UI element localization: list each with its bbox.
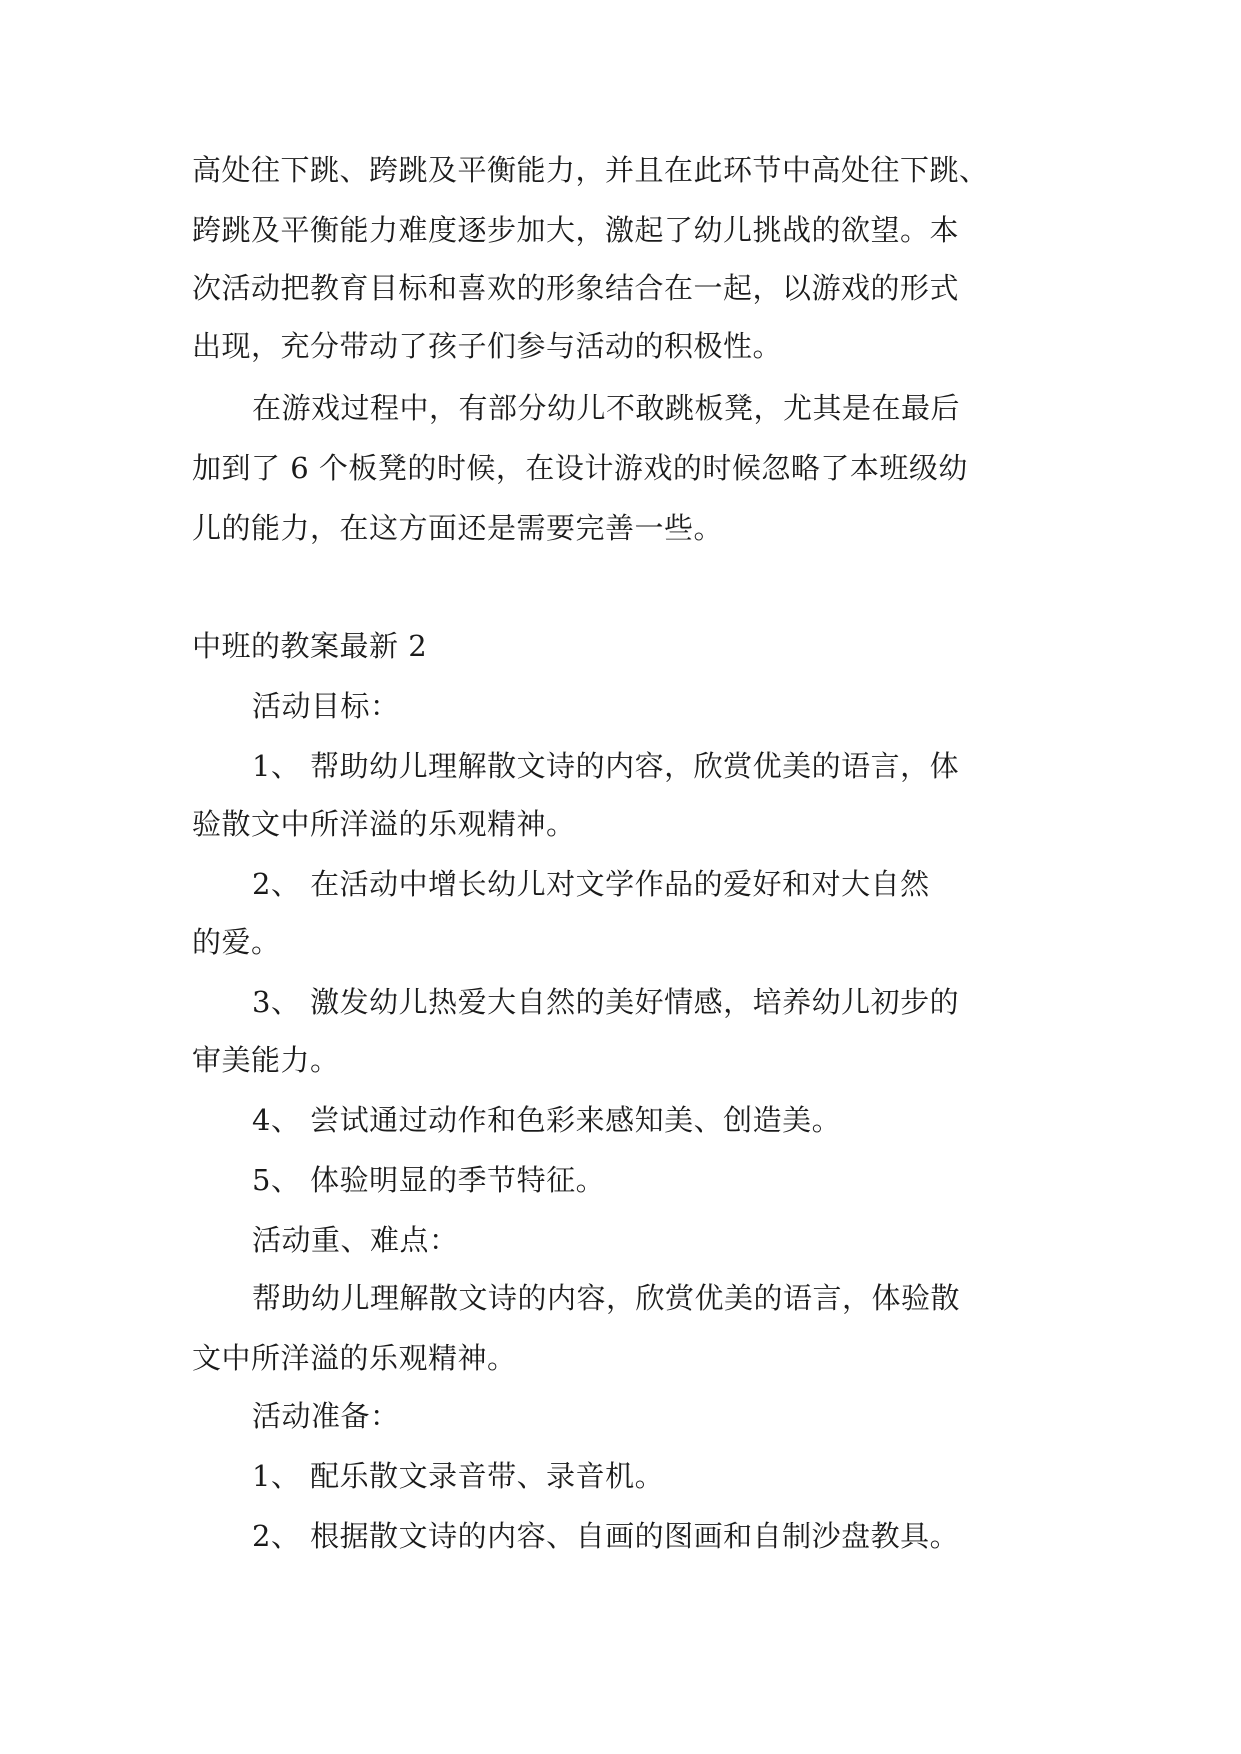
key-points-text: 文中所洋溢的乐观精神。 <box>192 1341 517 1375</box>
goal-item: 5、 体验明显的季节特征。 <box>252 1163 606 1197</box>
paragraph-line: 次活动把教育目标和喜欢的形象结合在一起，以游戏的形式 <box>192 271 960 305</box>
preparation-item: 2、 根据散文诗的内容、自画的图画和自制沙盘教具。 <box>252 1519 960 1553</box>
key-points-text: 帮助幼儿理解散文诗的内容，欣赏优美的语言，体验散 <box>252 1281 961 1315</box>
goal-item: 3、 激发幼儿热爱大自然的美好情感，培养幼儿初步的 <box>252 985 960 1019</box>
paragraph-line: 跨跳及平衡能力难度逐步加大，激起了幼儿挑战的欲望。本 <box>192 213 960 247</box>
paragraph-line: 出现，充分带动了孩子们参与活动的积极性。 <box>192 329 783 363</box>
section-title: 中班的教案最新 2 <box>192 629 428 663</box>
paragraph-line: 加到了 6 个板凳的时候，在设计游戏的时候忽略了本班级幼 <box>192 451 968 485</box>
paragraph-line: 儿的能力，在这方面还是需要完善一些。 <box>192 511 724 545</box>
goal-item: 4、 尝试通过动作和色彩来感知美、创造美。 <box>252 1103 842 1137</box>
paragraph-line: 在游戏过程中，有部分幼儿不敢跳板凳，尤其是在最后 <box>252 391 961 425</box>
preparation-heading: 活动准备： <box>252 1399 400 1433</box>
goals-heading: 活动目标： <box>252 689 400 723</box>
key-points-heading: 活动重、难点： <box>252 1223 459 1257</box>
preparation-item: 1、 配乐散文录音带、录音机。 <box>252 1459 665 1493</box>
goal-item: 1、 帮助幼儿理解散文诗的内容，欣赏优美的语言，体 <box>252 749 960 783</box>
goal-item: 2、 在活动中增长幼儿对文学作品的爱好和对大自然 <box>252 867 930 901</box>
goal-item-continuation: 验散文中所洋溢的乐观精神。 <box>192 807 576 841</box>
goal-item-continuation: 审美能力。 <box>192 1043 340 1077</box>
paragraph-line: 高处往下跳、跨跳及平衡能力，并且在此环节中高处往下跳、 <box>192 153 989 187</box>
goal-item-continuation: 的爱。 <box>192 925 281 959</box>
